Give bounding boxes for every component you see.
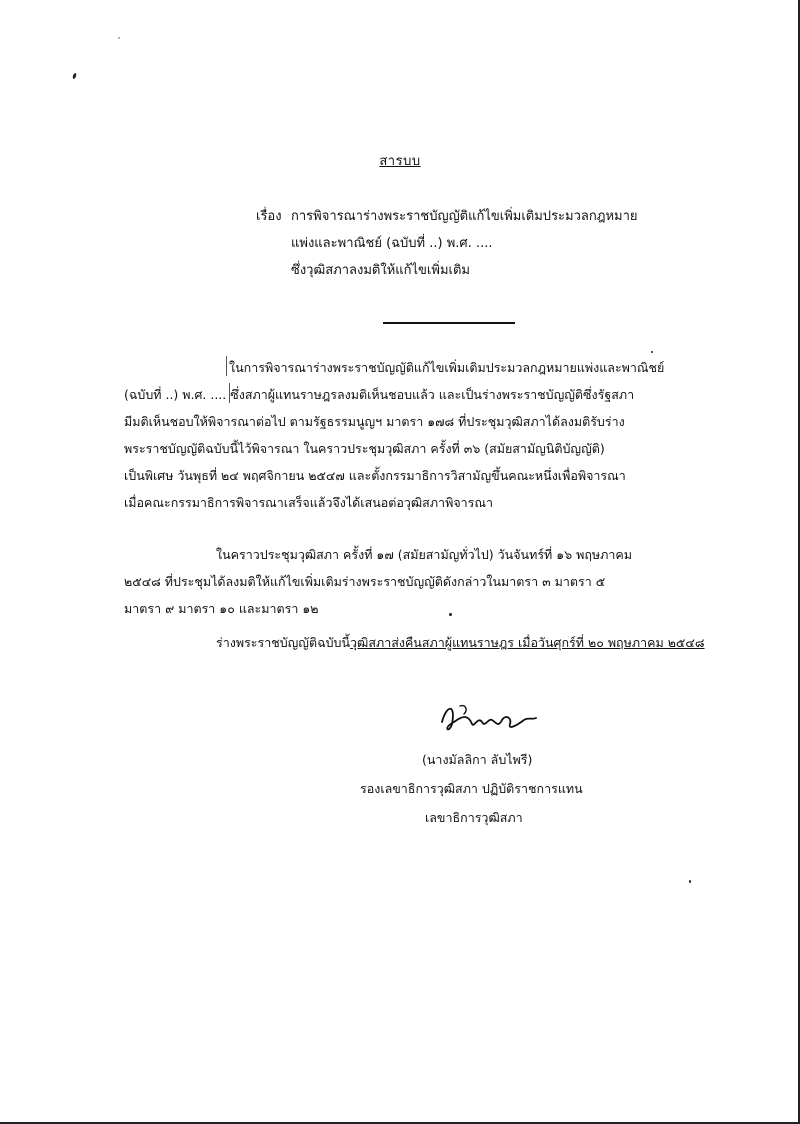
paragraph-line: (ฉบับที่ ..) พ.ศ. .... ซึ่งสภาผู้แทนราษฎรลงมติเห็นชอบแล้ว และเป็นร่างพระราชบัญญัติซึ่งรัฐสภา bbox=[124, 387, 635, 402]
scan-tick bbox=[226, 356, 227, 376]
paragraph-line: เป็นพิเศษ วันพุธที่ ๒๔ พฤศจิกายน ๒๕๔๗ และตั้งกรรมาธิการวิสามัญขึ้นคณะหนึ่งเพื่อพิจารณา bbox=[124, 468, 626, 483]
separator-line bbox=[383, 322, 515, 324]
scan-dot bbox=[118, 37, 120, 39]
subject-line: แพ่งและพาณิชย์ (ฉบับที่ ..) พ.ศ. .... bbox=[291, 236, 493, 251]
scan-dot bbox=[651, 351, 653, 353]
paragraph-line: มาตรา ๙ มาตรา ๑๐ และมาตรา ๑๒ bbox=[124, 601, 319, 616]
paragraph-line: เมื่อคณะกรรมาธิการพิจารณาเสร็จแล้วจึงได้เสนอต่อวุฒิสภาพิจารณา bbox=[124, 495, 493, 510]
scan-dot bbox=[689, 880, 691, 883]
signatory-name: (นางมัลลิกา ลับไพรี) bbox=[422, 752, 533, 767]
return-note-prefix: ร่างพระราชบัญญัติฉบับนี้ bbox=[216, 635, 351, 650]
paragraph-line: มีมติเห็นชอบให้พิจารณาต่อไป ตามรัฐธรรมนูญฯ มาตรา ๑๗๘ ที่ประชุมวุฒิสภาได้ลงมติรับร่าง bbox=[124, 414, 625, 429]
return-note-date: วุฒิสภาส่งคืนสภาผู้แทนราษฎร เมื่อวันศุกร์ที่ ๒๐ พฤษภาคม ๒๕๔๘ bbox=[350, 635, 705, 650]
subject-line: ซึ่งวุฒิสภาลงมติให้แก้ไขเพิ่มเติม bbox=[291, 263, 470, 278]
paragraph-line: ในคราวประชุมวุฒิสภา ครั้งที่ ๑๗ (สมัยสามัญทั่วไป) วันจันทร์ที่ ๑๖ พฤษภาคม bbox=[216, 547, 633, 562]
subject-line: การพิจารณาร่างพระราชบัญญัติแก้ไขเพิ่มเติมประมวลกฎหมาย bbox=[291, 209, 638, 224]
paragraph-line: ๒๕๔๘ ที่ประชุมได้ลงมติให้แก้ไขเพิ่มเติมร่างพระราชบัญญัติดังกล่าวในมาตรา ๓ มาตรา ๕ bbox=[124, 574, 606, 589]
page-title: สารบบ bbox=[379, 154, 421, 169]
paragraph-line: พระราชบัญญัติฉบับนี้ไว้พิจารณา ในคราวประชุมวุฒิสภา ครั้งที่ ๓๖ (สมัยสามัญนิติบัญญัติ) bbox=[124, 441, 605, 456]
scan-mark bbox=[72, 73, 77, 80]
signatory-position: รองเลขาธิการวุฒิสภา ปฏิบัติราชการแทน bbox=[360, 781, 583, 796]
subject-label: เรื่อง bbox=[256, 209, 282, 224]
paragraph-line bbox=[216, 633, 705, 653]
handwritten-signature bbox=[432, 692, 552, 742]
scan-dot bbox=[449, 613, 452, 616]
signatory-title: เลขาธิการวุฒิสภา bbox=[425, 810, 523, 825]
paragraph-line: ในการพิจารณาร่างพระราชบัญญัติแก้ไขเพิ่มเติมประมวลกฎหมายแพ่งและพาณิชย์ bbox=[229, 360, 665, 375]
